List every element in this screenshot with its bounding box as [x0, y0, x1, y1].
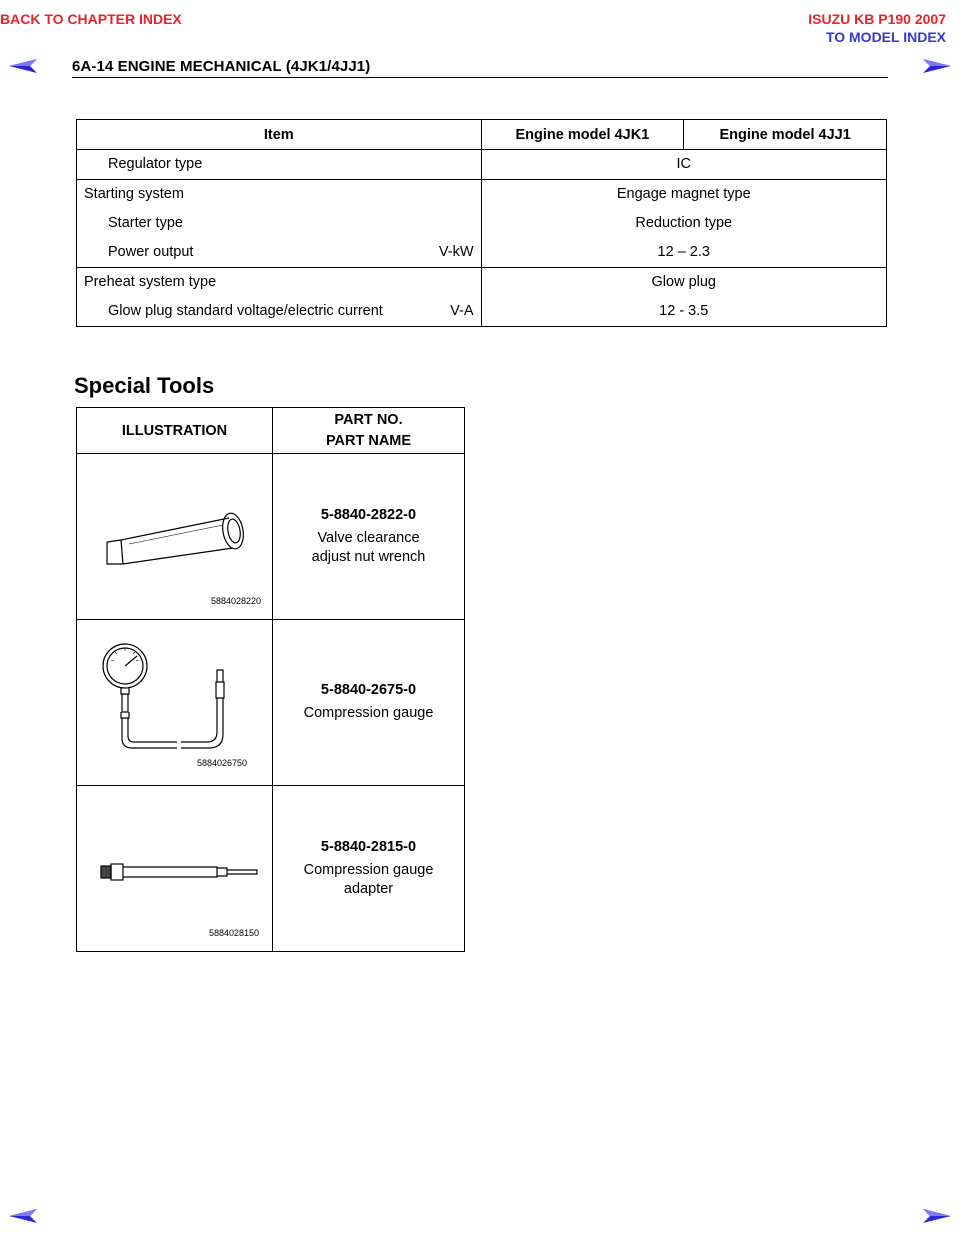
- tool-part-name: Valve clearance: [317, 529, 420, 546]
- tool-illustration-cell: [77, 786, 273, 952]
- regulator-item-cell: [77, 150, 482, 180]
- tool-part-no: 5-8840-2815-0: [320, 838, 417, 855]
- starting-row: [77, 180, 887, 268]
- regulator-value-cell: [481, 150, 886, 180]
- regulator-value: IC: [676, 156, 692, 172]
- tool-image-code: 5884028150: [209, 928, 260, 938]
- compression-gauge-illustration: [77, 620, 272, 785]
- power-value: 12 – 2.3: [657, 244, 710, 260]
- col-header-4jj1: Engine model 4JJ1: [684, 120, 887, 150]
- tool-illustration-cell: [77, 620, 273, 786]
- starter-value: Reduction type: [635, 215, 733, 231]
- starting-item-cell: [77, 180, 482, 268]
- regulator-item: Regulator type: [108, 156, 203, 172]
- tool-row: [77, 620, 465, 786]
- tool-illustration-cell: [77, 454, 273, 620]
- starting-item: Starting system: [84, 186, 184, 202]
- starting-value: Engage magnet type: [616, 186, 751, 202]
- model-line-label: ISUZU KB P190 2007: [808, 11, 946, 27]
- preheat-value: Glow plug: [651, 274, 716, 290]
- tool-image-code: 5884028220: [211, 596, 262, 606]
- preheat-item-cell: [77, 268, 482, 327]
- col-header-illustration: ILLUSTRATION: [77, 408, 273, 454]
- tool-part-name-2: adapter: [343, 880, 394, 897]
- tool-part-no: 5-8840-2675-0: [320, 682, 417, 698]
- arrow-left-icon[interactable]: [8, 58, 38, 74]
- page-title: 6A-14 ENGINE MECHANICAL (4JK1/4JJ1): [72, 58, 371, 75]
- spec-header-row: [77, 120, 887, 150]
- tool-row: [77, 454, 465, 620]
- section-title: Special Tools: [74, 373, 215, 398]
- glow-unit: V-A: [450, 303, 474, 319]
- power-line: [77, 238, 481, 267]
- header-part-name: PART NAME: [325, 432, 412, 449]
- tool-row: [77, 786, 465, 952]
- specification-table: [76, 119, 887, 327]
- tool-part-name-2: adjust nut wrench: [311, 548, 426, 565]
- header-part-no: PART NO.: [334, 411, 403, 428]
- col-header-4jk1: Engine model 4JK1: [481, 120, 684, 150]
- glow-line: [77, 297, 481, 326]
- preheat-item: Preheat system type: [84, 274, 217, 290]
- arrow-right-icon[interactable]: [922, 1208, 952, 1224]
- glow-item: Glow plug standard voltage/electric current: [108, 303, 383, 319]
- tool-info-cell: [273, 620, 465, 786]
- preheat-row: [77, 268, 887, 327]
- back-to-chapter-index-link[interactable]: BACK TO CHAPTER INDEX: [0, 11, 182, 27]
- glow-value: 12 - 3.5: [659, 303, 709, 319]
- special-tools-table: [76, 407, 465, 952]
- to-model-index-link[interactable]: TO MODEL INDEX: [825, 29, 946, 45]
- arrow-left-icon[interactable]: [8, 1208, 38, 1224]
- tool-part-no: 5-8840-2822-0: [320, 506, 417, 523]
- tool-part-name: Compression gauge: [303, 861, 434, 878]
- col-header-item: Item: [77, 120, 482, 150]
- wrench-illustration: [77, 454, 272, 619]
- tool-info-cell: [273, 786, 465, 952]
- arrow-right-icon[interactable]: [922, 58, 952, 74]
- starter-item: Starter type: [108, 215, 183, 231]
- tool-info-cell: [273, 454, 465, 620]
- power-unit: V-kW: [438, 244, 474, 260]
- adapter-illustration: [77, 786, 272, 951]
- regulator-row: [77, 150, 887, 180]
- preheat-value-cell: [481, 268, 886, 327]
- tools-header-row: [77, 408, 465, 454]
- tool-image-code: 5884026750: [197, 758, 248, 768]
- tool-part-name: Compression gauge: [303, 705, 434, 721]
- power-item: Power output: [108, 244, 194, 260]
- col-header-part: [273, 408, 465, 454]
- starting-value-cell: [481, 180, 886, 268]
- header-divider: [72, 77, 888, 78]
